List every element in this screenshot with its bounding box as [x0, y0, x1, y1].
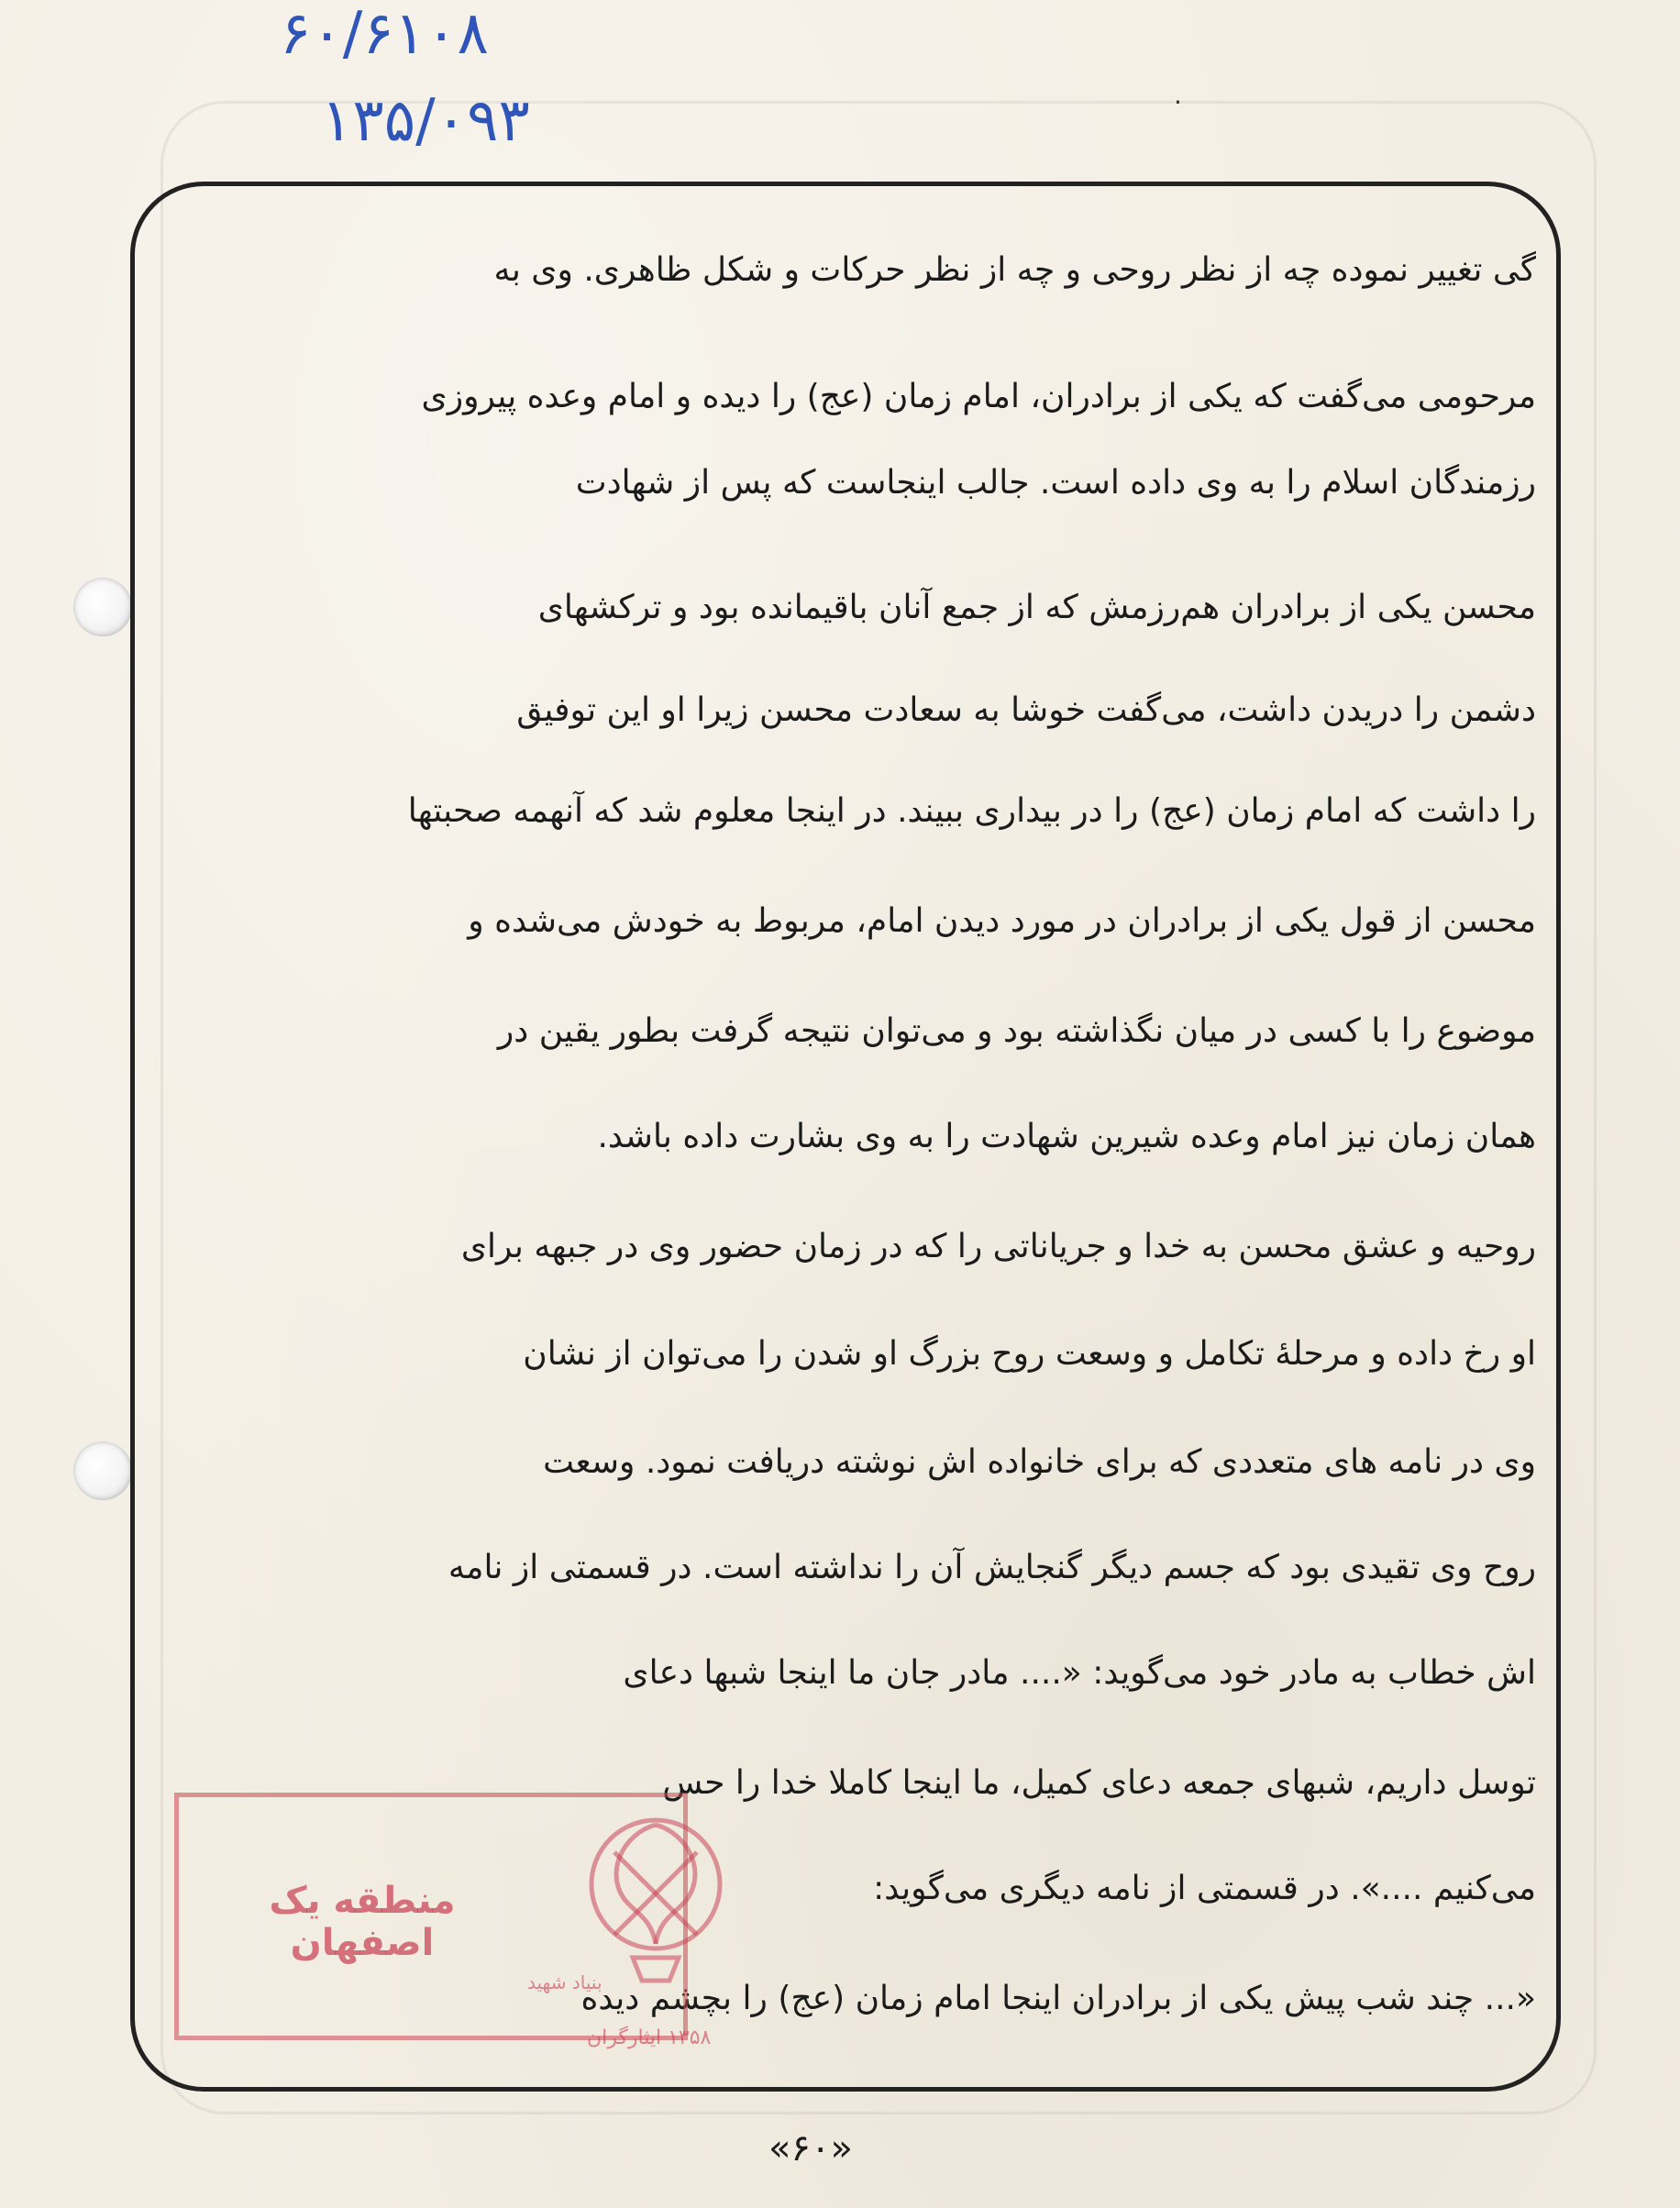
top-mark: ·: [1174, 87, 1182, 117]
text-line: محسن از قول یکی از برادران در مورد دیدن امام، مربوط به خودش می‌شده و: [468, 902, 1536, 940]
text-line: وی در نامه های متعددی که برای خانواده اش نوشته دریافت نمود. وسعت: [543, 1443, 1536, 1481]
stamp-emblem-icon: [569, 1797, 743, 1990]
text-line: گی تغییر نموده چه از نظر روحی و چه از نظر حرکات و شکل ظاهری. وی به: [493, 251, 1536, 289]
stamp-year-label: ۱۳۵۸ ایثارگران: [587, 2026, 712, 2049]
text-line: اش خطاب به مادر خود می‌گوید: «.... مادر جان ما اینجا شبها دعای: [623, 1654, 1536, 1692]
punch-hole-bottom: [73, 1441, 132, 1500]
text-line: دشمن را دریدن داشت، می‌گفت خوشا به سعادت محسن زیرا او این توفیق: [516, 691, 1536, 729]
text-line: روحیه و عشق محسن به خدا و جریاناتی را که در زمان حضور وی در جبهه برای: [460, 1228, 1536, 1265]
text-line: همان زمان نیز امام وعده شیرین شهادت را به وی بشارت داده باشد.: [597, 1118, 1536, 1155]
text-line: روح وی تقیدی بود که جسم دیگر گنجایش آن را نداشته است. در قسمتی از نامه: [448, 1549, 1536, 1586]
reference-number-1: ۶۰/۶۱۰۸: [280, 0, 489, 68]
text-line: محسن یکی از برادران هم‌رزمش که از جمع آنان باقیمانده بود و ترکشهای: [537, 589, 1536, 626]
stamp-region-label: منطقه یک اصفهان: [269, 1880, 456, 1964]
text-line: می‌کنیم ....». در قسمتی از نامه دیگری می‌گوید:: [873, 1870, 1536, 1907]
text-line: را داشت که امام زمان (عج) را در بیداری ببیند. در اینجا معلوم شد که آنهمه صحبتها: [407, 792, 1536, 830]
text-line: «... چند شب پیش یکی از برادران اینجا امام زمان (عج) را بچشم دیده: [580, 1980, 1536, 2017]
page-number: «۶۰»: [768, 2127, 853, 2169]
text-line: رزمندگان اسلام را به وی داده است. جالب اینجاست که پس از شهادت: [575, 464, 1536, 502]
text-line: توسل داریم، شبهای جمعه دعای کمیل، ما اینجا کاملا خدا را حس: [662, 1764, 1536, 1802]
text-line: مرحومی می‌گفت که یکی از برادران، امام زمان (عج) را دیده و امام وعده پیروزی: [421, 378, 1536, 415]
reference-number-2: ۱۳۵/۰۹۳: [321, 87, 530, 155]
stamp-org-label: بنیاد شهید: [527, 1971, 602, 1993]
text-line: موضوع را با کسی در میان نگذاشته بود و می‌توان نتیجه گرفت بطور یقین در: [497, 1012, 1536, 1050]
text-line: او رخ داده و مرحلۀ تکامل و وسعت روح بزرگ او شدن را می‌توان از نشان: [523, 1335, 1536, 1373]
punch-hole-top: [73, 578, 132, 636]
